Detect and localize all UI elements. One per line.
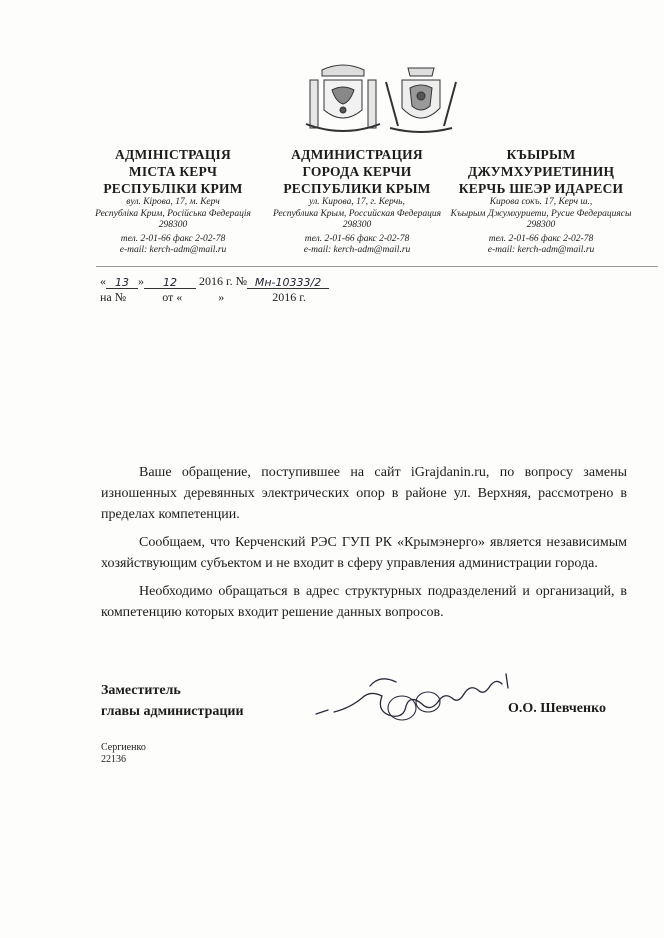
mid-quote: » xyxy=(138,274,144,288)
header-address-line: Кирова сокъ. 17, Керч ш., xyxy=(489,197,593,207)
header-title-line: ГОРОДА КЕРЧИ xyxy=(302,164,412,179)
open-quote: « xyxy=(100,274,106,288)
header-address-line: вул. Кірова, 17, м. Керч xyxy=(126,197,220,207)
header-crimean-tatar xyxy=(446,146,636,257)
kerch-city-emblem xyxy=(380,62,462,136)
header-russian xyxy=(262,146,452,257)
header-title-line: КЕРЧЬ ШЕЭР ИДАРЕСИ xyxy=(458,181,624,196)
reference-line xyxy=(100,289,306,305)
header-phone: тел. 2-01-66 факс 2-02-78 xyxy=(488,233,594,244)
header-address-line: Республика Крым, Российская Федерация xyxy=(272,208,442,219)
header-address-line: Республіка Крим, Російська Федерація xyxy=(95,208,251,219)
header-postcode: 298300 xyxy=(158,220,188,230)
position-line: Заместитель xyxy=(101,683,181,698)
letter-body xyxy=(101,462,627,630)
body-paragraph: Ваше обращение, поступившее на сайт iGrajdanin.ru, по вопросу замены изношенных деревянных электрических опор в районе ул. Верхняя, рассмотрено в пределах компетенции. xyxy=(101,465,627,522)
signatory-position xyxy=(101,680,244,722)
position-line: главы администрации xyxy=(101,704,244,719)
header-phone: тел. 2-01-66 факс 2-02-78 xyxy=(120,233,226,244)
body-paragraph: Необходимо обращаться в адрес структурных подразделений и организаций, в компетенцию которых входит решение данных вопросов. xyxy=(101,584,627,620)
executor-info xyxy=(101,742,146,766)
header-email: e-mail: kerch-adm@mail.ru xyxy=(119,245,227,255)
ref-year: 2016 г. xyxy=(272,290,306,304)
header-postcode: 298300 xyxy=(342,220,372,230)
reg-month: 12 xyxy=(144,274,196,289)
ref-prefix: на № xyxy=(100,290,127,304)
header-address-line: Къырым Джумхуриети, Русие Федерациясы xyxy=(450,208,632,219)
header-title-line: ДЖУМХУРИЕТИНИҢ xyxy=(467,164,615,179)
body-paragraph: Сообщаем, что Керченский РЭС ГУП РК «Крымэнерго» является независимым хозяйствующим субъектом и не входит в сферу управления администрации города. xyxy=(101,535,627,571)
header-title-line: РЕСПУБЛИКИ КРЫМ xyxy=(283,181,431,196)
header-title-line: РЕСПУБЛІКИ КРИМ xyxy=(103,181,243,196)
reg-number: Мн-10333/2 xyxy=(247,274,329,289)
crimea-republic-emblem xyxy=(302,62,384,134)
header-title-line: АДМІНІСТРАЦІЯ xyxy=(115,147,231,162)
header-address-line: ул. Кирова, 17, г. Керчь, xyxy=(309,197,405,207)
header-divider xyxy=(96,266,658,267)
header-title-line: АДМИНИСТРАЦИЯ xyxy=(291,147,423,162)
handwritten-signature xyxy=(310,668,520,730)
registration-line xyxy=(100,273,329,289)
signatory-name: О.О. Шевченко xyxy=(508,701,606,716)
executor-name: Сергиенко xyxy=(101,742,146,753)
header-email: e-mail: kerch-adm@mail.ru xyxy=(487,245,595,255)
header-title-line: КЪЫРЫМ xyxy=(506,147,576,162)
header-ukrainian xyxy=(78,146,268,257)
header-phone: тел. 2-01-66 факс 2-02-78 xyxy=(304,233,410,244)
header-email: e-mail: kerch-adm@mail.ru xyxy=(303,245,411,255)
header-postcode: 298300 xyxy=(526,220,556,230)
reg-year: 2016 г. № xyxy=(199,274,248,288)
executor-phone: 22136 xyxy=(101,754,126,765)
ref-from: от « xyxy=(162,290,183,304)
header-title-line: МІСТА КЕРЧ xyxy=(128,164,218,179)
ref-quote: » xyxy=(218,290,225,304)
reg-day: 13 xyxy=(106,274,138,289)
